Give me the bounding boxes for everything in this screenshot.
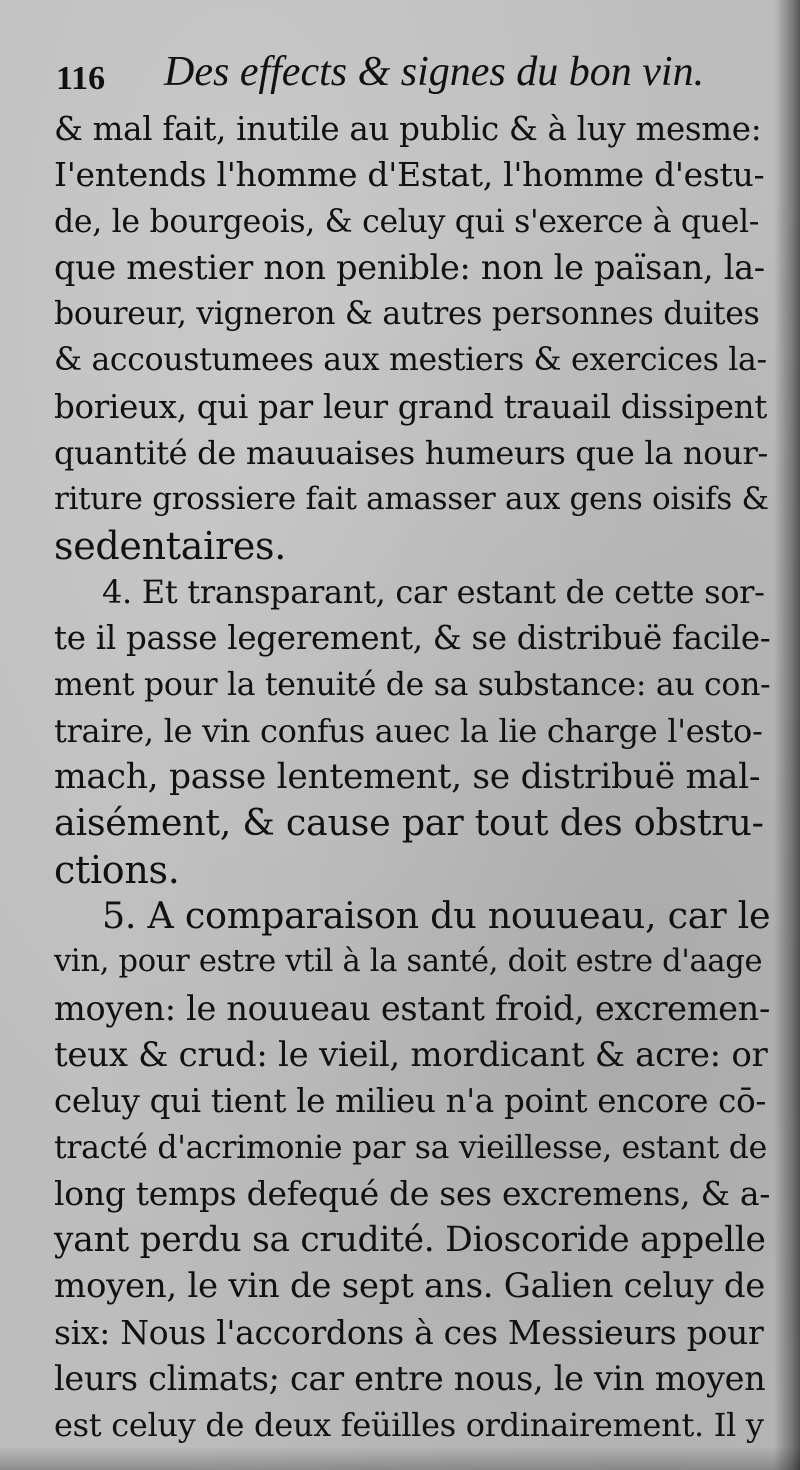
text-line: riture grossiere fait amasser aux gens oisifs & — [54, 481, 769, 518]
text-line: 5. A comparaison du nouueau, car le — [102, 894, 771, 938]
text-line: & mal fait, inutile au public & à luy mesme: — [54, 110, 762, 148]
text-line: boureur, vigneron & autres personnes duites — [54, 296, 760, 333]
text-line: tracté d'acrimonie par sa vieillesse, estant de — [54, 1129, 767, 1166]
page-number: 116 — [56, 60, 106, 97]
text-line: sedentaires. — [54, 523, 286, 568]
page-edge-shadow — [774, 0, 800, 1470]
text-line: est celuy de deux feüilles ordinairement. Il y — [54, 1406, 764, 1445]
text-line: aisément, & cause par tout des obstru- — [54, 801, 764, 845]
text-line: long temps defequé de ses excremens, & a- — [54, 1173, 771, 1213]
running-title: Des effects & signes du bon vin. — [164, 49, 705, 95]
text-line: borieux, qui par leur grand trauail dissipent — [54, 387, 768, 426]
text-line: moyen: le nouueau estant froid, excremen- — [54, 988, 770, 1028]
page-bottom-shadow — [0, 1446, 800, 1470]
body-text — [54, 106, 770, 1449]
text-line: quantité de mauuaises humeurs que la nour- — [54, 434, 769, 473]
text-line: moyen, le vin de sept ans. Galien celuy de — [54, 1266, 766, 1307]
text-line: mach, passe lentement, se distribuë mal- — [54, 757, 761, 798]
text-line: ment pour la tenuité de sa substance: au con- — [54, 666, 771, 703]
text-line: teux & crud: le vieil, mordicant & acre: or — [54, 1034, 768, 1075]
text-line: I'entends l'homme d'Estat, l'homme d'estu- — [54, 155, 765, 195]
text-line: traire, le vin confus auec la lie charge l'esto- — [54, 711, 763, 750]
text-line: yant perdu sa crudité. Dioscoride appelle — [54, 1220, 766, 1261]
text-line: ctions. — [54, 847, 180, 892]
text-line: & accoustumees aux mestiers & exercices la- — [54, 342, 767, 379]
page-header — [54, 40, 770, 106]
text-block — [54, 40, 770, 1449]
text-line: six: Nous l'accordons à ces Messieurs pour — [54, 1312, 764, 1352]
text-line: 4. Et transparant, car estant de cette sor- — [102, 572, 765, 611]
text-line: celuy qui tient le milieu n'a point encore cō- — [54, 1082, 767, 1121]
text-line: leurs climats; car entre nous, le vin moyen — [54, 1359, 766, 1399]
text-line: que mestier non penible: non le païsan, la- — [54, 247, 765, 287]
text-line: te il passe legerement, & se distribuë facile- — [54, 619, 771, 658]
text-line: vin, pour estre vtil à la santé, doit estre d'aage — [54, 944, 763, 980]
text-line: de, le bourgeois, & celuy qui s'exerce à quel- — [54, 203, 760, 240]
